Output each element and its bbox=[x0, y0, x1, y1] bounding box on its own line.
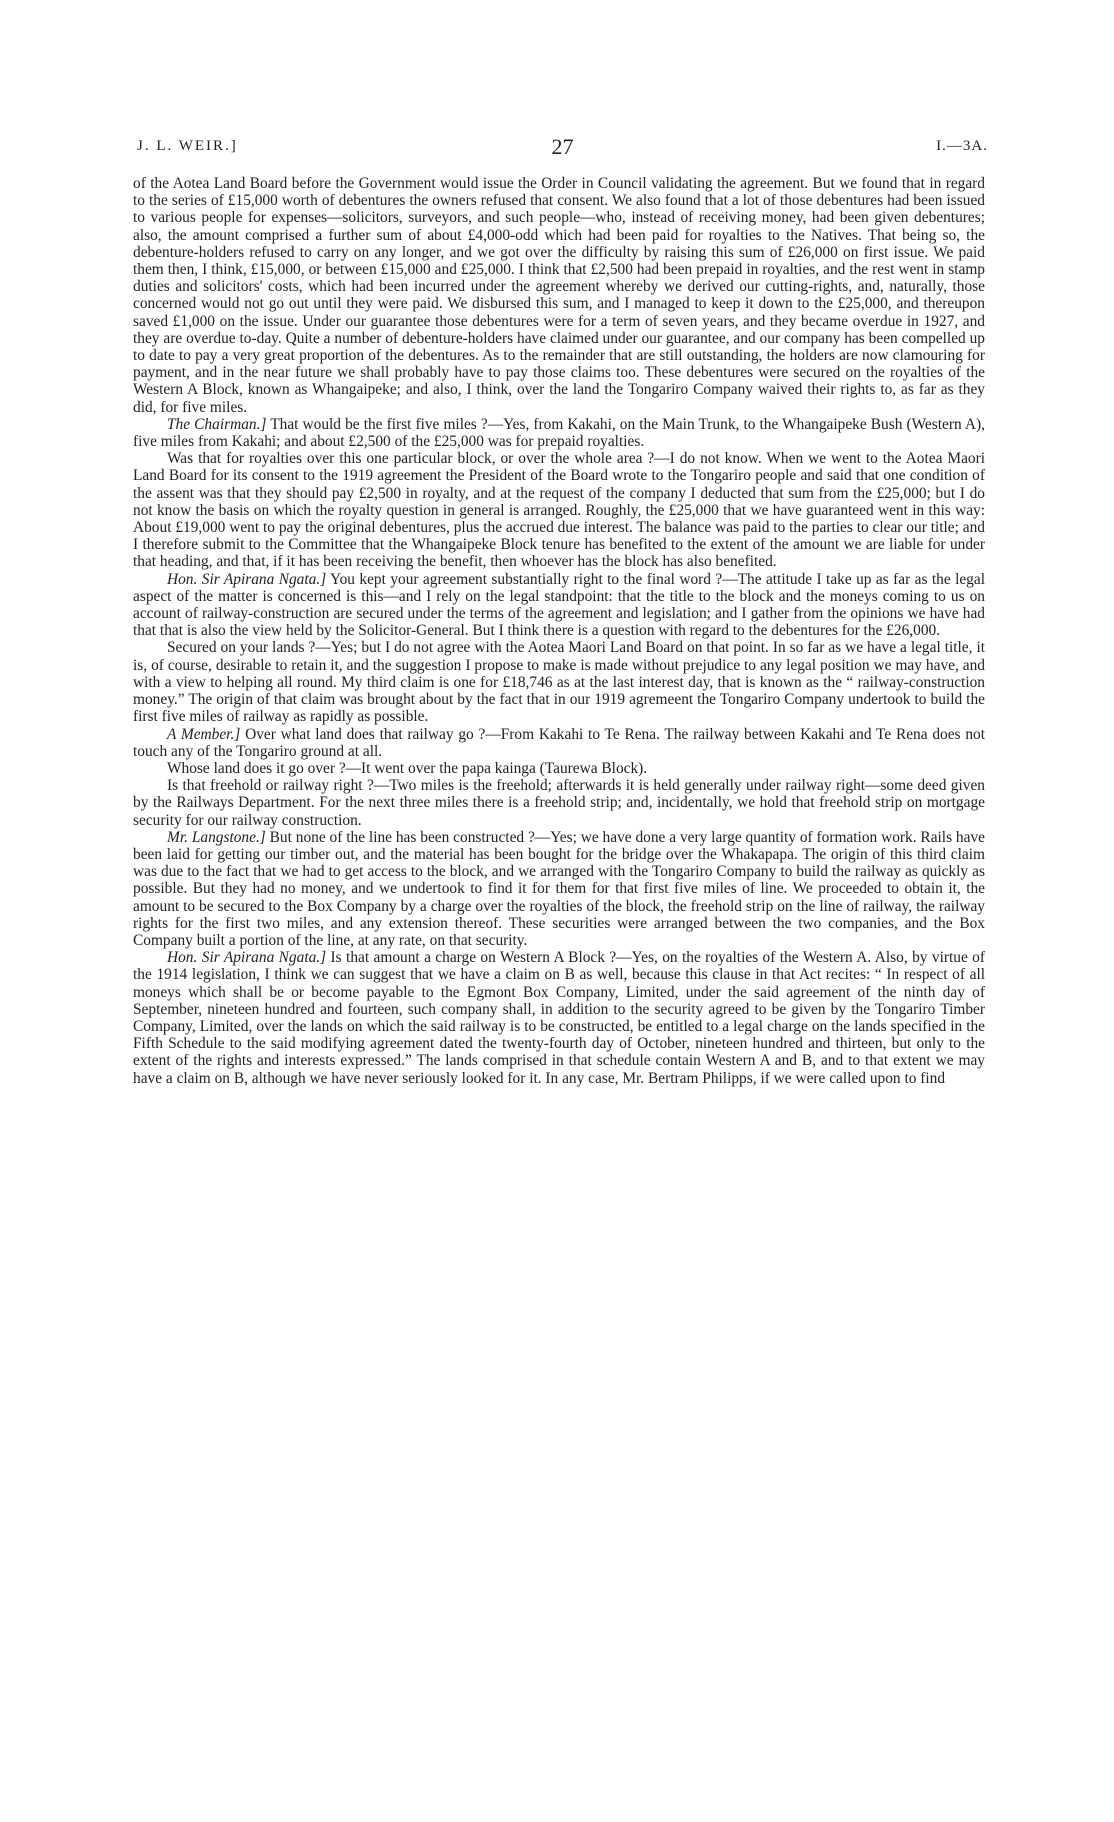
paragraph bbox=[133, 829, 985, 949]
paper-reference: I.—3A. bbox=[936, 138, 988, 154]
paragraph bbox=[133, 949, 985, 1087]
paragraph-text: of the Aotea Land Board before the Government would issue the Order in Council validating the agreement. But we found that in regard to the series of £15,000 worth of debentures the owners refused that consent. We also found that a lot of those debentures had been issued to various people for expenses—solicitors, surveyors, and such people—who, instead of receiving money, had been given debentures; also, the amount comprised a further sum of about £4,000-odd which had been paid for royalties to the Natives. That being so, the debenture-holders refused to carry on any longer, and we got over the difficulty by raising this sum of £26,000 on first issue. We paid them then, I think, £15,000, or between £15,000 and £25,000. I think that £2,500 had been prepaid in royalties, and the rest went in stamp duties and solicitors' costs, which had been incurred under the agreement whereby we derived our cutting-rights, and, naturally, those concerned would not go out until they were paid. We disbursed this sum, and I managed to keep it down to the £25,000, and thereupon saved £1,000 on the issue. Under our guarantee those debentures were for a term of seven years, and they became overdue in 1927, and they are overdue to-day. Quite a number of debenture-holders have claimed under our guarantee, and our company has been compelled up to date to pay a very great proportion of the debentures. As to the remainder that are still outstanding, the holders are now clamouring for payment, and in the near future we shall probably have to pay those claims too. These debentures were secured on the royalties of the Western A Block, known as Whangaipeke; and also, I think, over the land the Tongariro Company waived their rights to, as far as they did, for five miles. bbox=[133, 175, 985, 416]
running-head bbox=[137, 134, 988, 162]
speaker-label: The Chairman.] bbox=[167, 415, 267, 433]
paragraph-text: Was that for royalties over this one particular block, or over the whole area ?—I do not know. When we went to the Aotea Maori Land Board for its consent to the 1919 agreement the President of the Board wrote to the Tongariro people and said that one condition of the assent was that they should pay £2,500 in royalty, and at the request of the company I deducted that sum from the £25,000; but I do not know the basis on which the royalty question in general is arranged. Roughly, the £25,000 that we have guaranteed went in this way: About £19,000 went to pay the original debentures, plus the accrued due interest. The balance was paid to the parties to clear our title; and I therefore submit to the Committee that the Whangaipeke Block tenure has benefited to the extent of the amount we are liable for under that heading, and that, if it has been receiving the benefit, then whoever has the block has also benefited. bbox=[133, 450, 985, 571]
paragraph-text: That would be the first five miles ?—Yes, from Kakahi, on the Main Trunk, to the Whangaipeke Bush (Western A), five miles from Kakahi; and about £2,500 of the £25,000 was for prepaid royalties. bbox=[133, 415, 985, 451]
speaker-label: Mr. Langstone.] bbox=[167, 828, 266, 846]
body-text bbox=[133, 175, 985, 1087]
paragraph bbox=[133, 571, 985, 640]
speaker-label: A Member.] bbox=[167, 725, 241, 743]
paragraph bbox=[133, 416, 985, 450]
paragraph bbox=[133, 777, 985, 829]
speaker-label: Hon. Sir Apirana Ngata.] bbox=[167, 949, 327, 967]
paragraph-text: But none of the line has been constructed ?—Yes; we have done a very large quantity of formation work. Rails have been laid for getting our timber out, and the material has been bought for the bridge over the Whakapapa. The origin of this third claim was due to the fact that we had to get access to the block, and we arranged with the Tongariro Company to build the railway as quickly as possible. But they had no money, and we undertook to find it for them for that first five miles of line. We proceeded to obtain it, the amount to be secured to the Box Company by a charge over the royalties of the block, the freehold strip on the line of railway, the railway rights for the first two miles, and any extension thereof. These securities were arranged between the two companies, and the Box Company built a portion of the line, at any rate, on that security. bbox=[133, 828, 985, 949]
paragraph bbox=[133, 726, 985, 760]
paragraph bbox=[133, 175, 985, 416]
paragraph-text: Is that amount a charge on Western A Block ?—Yes, on the royalties of the Western A. Also, by virtue of the 1914 legislation, I think we can suggest that we have a claim on B as well, because this clause in that Act recites: “ In respect of all moneys which shall be or become payable to the Egmont Box Company, Limited, under the said agreement of the ninth day of September, nineteen hundred and fourteen, such company shall, in addition to the security agreed to be given by the Tongariro Timber Company, Limited, over the lands on which the said railway is to be constructed, be entitled to a legal charge on the lands specified in the Fifth Schedule to the said modifying agreement dated the twenty-fourth day of October, nineteen hundred and thirteen, but only to the extent of the rights and interests expressed.” The lands comprised in that schedule contain Western A and B, and to that extent we may have a claim on B, although we have never seriously looked for it. In any case, Mr. Bertram Philipps, if we were called upon to find bbox=[133, 949, 985, 1087]
speaker-label: Hon. Sir Apirana Ngata.] bbox=[167, 570, 327, 588]
page-number: 27 bbox=[551, 134, 574, 159]
paragraph bbox=[133, 450, 985, 570]
paragraph bbox=[133, 760, 985, 777]
paragraph-text: You kept your agreement substantially right to the final word ?—The attitude I take up as far as the legal aspect of the matter is concerned is this—and I rely on the legal standpoint: that the title to the block and the moneys coming to us on account of railway-construction are secured under the terms of the agreement and legislation; and I gather from the opinions we have had that that is also the view held by the Solicitor-General. But I think there is a question with regard to the debentures for the £26,000. bbox=[133, 570, 985, 640]
paragraph-text: Whose land does it go over ?—It went over the papa kainga (Taurewa Block). bbox=[167, 759, 648, 777]
witness-name: J. L. WEIR.] bbox=[137, 138, 238, 154]
paragraph bbox=[133, 639, 985, 725]
paragraph-text: Secured on your lands ?—Yes; but I do not agree with the Aotea Maori Land Board on that point. In so far as we have a legal title, it is, of course, desirable to retain it, and the suggestion I propose to make is made without prejudice to any legal position we may have, and with a view to helping all round. My third claim is one for £18,746 as at the last interest day, that is known as the “ railway-construction money.” The origin of that claim was brought about by the fact that in our 1919 agremeent the Tongariro Company undertook to build the first five miles of railway as rapidly as possible. bbox=[133, 639, 985, 726]
paragraph-text: Is that freehold or railway right ?—Two miles is the freehold; afterwards it is held generally under railway right—some deed given by the Railways Department. For the next three miles there is a freehold strip; and, incidentally, we hold that freehold strip on mortgage security for our railway construction. bbox=[133, 777, 985, 829]
paragraph-text: Over what land does that railway go ?—From Kakahi to Te Rena. The railway between Kakahi and Te Rena does not touch any of the Tongariro ground at all. bbox=[133, 725, 985, 760]
